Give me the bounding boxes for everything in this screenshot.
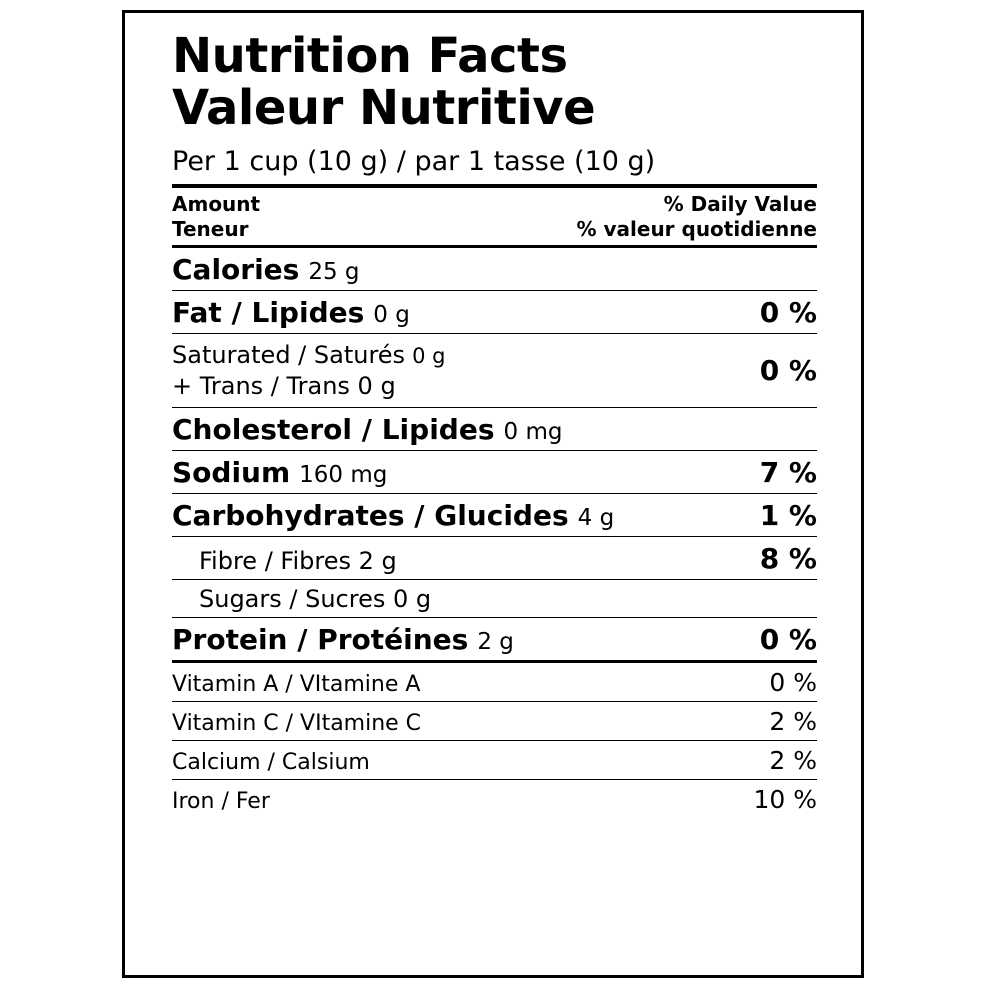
carbohydrates-label-group: [172, 499, 614, 532]
fibre-dv: 8 %: [759, 541, 817, 575]
iron-label-group: [172, 789, 270, 814]
protein-dv: 0 %: [759, 622, 817, 656]
row-carbohydrates: [172, 494, 817, 536]
sodium-amount: 160 mg: [299, 461, 388, 488]
protein-amount: 2 g: [477, 628, 514, 655]
sodium-dv: 7 %: [759, 455, 817, 489]
row-sodium: [172, 451, 817, 493]
daily-value-header-fr: % valeur quotidienne: [576, 217, 817, 242]
calcium-label-group: [172, 750, 370, 775]
amount-header: [172, 192, 260, 242]
vitamin-a-label-group: [172, 672, 420, 697]
sugars-label-group: [199, 585, 431, 613]
column-headers: [172, 188, 817, 245]
sodium-name: Sodium: [172, 455, 291, 489]
fibre-label-group: [199, 547, 397, 575]
saturated-line: [172, 340, 445, 371]
title-english: Nutrition Facts: [172, 28, 568, 84]
serving-size: Per 1 cup (10 g) / par 1 tasse (10 g): [172, 145, 656, 177]
saturated-name: Saturated / Saturés: [172, 341, 406, 370]
daily-value-header-en: % Daily Value: [663, 192, 817, 217]
vitamin-a-dv: 0 %: [769, 667, 817, 697]
fat-label-group: [172, 296, 410, 329]
row-protein: [172, 618, 817, 660]
calcium-name: Calcium / Calsium: [172, 749, 370, 775]
vitamin-a-name: Vitamin A / VItamine A: [172, 671, 421, 697]
row-sugars: [172, 580, 817, 617]
carbohydrates-amount: 4 g: [577, 504, 615, 531]
row-vitamin-c: [172, 702, 817, 740]
vitamin-c-label-group: [172, 711, 421, 736]
iron-dv: 10 %: [753, 784, 817, 814]
carbohydrates-dv: 1 %: [759, 498, 817, 532]
vitamin-c-name: Vitamin C / VItamine C: [172, 710, 422, 736]
nutrition-facts-panel: [122, 10, 864, 978]
calories-amount: 25 g: [308, 259, 360, 286]
fibre-name: Fibre / Fibres 2 g: [199, 546, 397, 575]
vitamin-c-dv: 2 %: [769, 706, 817, 736]
saturated-label-group: [172, 340, 445, 401]
row-calories: [172, 248, 817, 290]
sugars-name: Sugars / Sucres 0 g: [199, 584, 432, 613]
trans-name: + Trans / Trans 0 g: [172, 371, 396, 400]
row-saturated: [172, 334, 817, 406]
row-cholesterol: [172, 408, 817, 450]
fat-name: Fat / Lipides: [172, 296, 365, 330]
row-calcium: [172, 741, 817, 779]
calories-label-group: [172, 253, 360, 286]
amount-header-fr: Teneur: [172, 217, 249, 242]
saturated-dv: 0 %: [759, 354, 817, 388]
calcium-dv: 2 %: [769, 745, 817, 775]
row-vitamin-a: [172, 663, 817, 701]
protein-name: Protein / Protéines: [172, 622, 469, 656]
saturated-amount: 0 g: [412, 344, 446, 369]
fat-dv: 0 %: [759, 296, 817, 330]
row-fibre: [172, 537, 817, 579]
amount-header-en: Amount: [172, 192, 261, 217]
row-fat: [172, 291, 817, 333]
iron-name: Iron / Fer: [172, 788, 270, 814]
protein-label-group: [172, 623, 514, 656]
label-content: [172, 28, 817, 818]
cholesterol-amount: 0 mg: [503, 418, 563, 445]
cholesterol-name: Cholesterol / Lipides: [172, 412, 495, 446]
row-iron: [172, 780, 817, 818]
fat-amount: 0 g: [373, 302, 410, 329]
sodium-label-group: [172, 456, 387, 489]
calories-name: Calories: [172, 253, 300, 287]
cholesterol-label-group: [172, 413, 562, 446]
title-french: Valeur Nutritive: [172, 80, 596, 137]
carbohydrates-name: Carbohydrates / Glucides: [172, 498, 569, 532]
daily-value-header: [576, 192, 817, 242]
